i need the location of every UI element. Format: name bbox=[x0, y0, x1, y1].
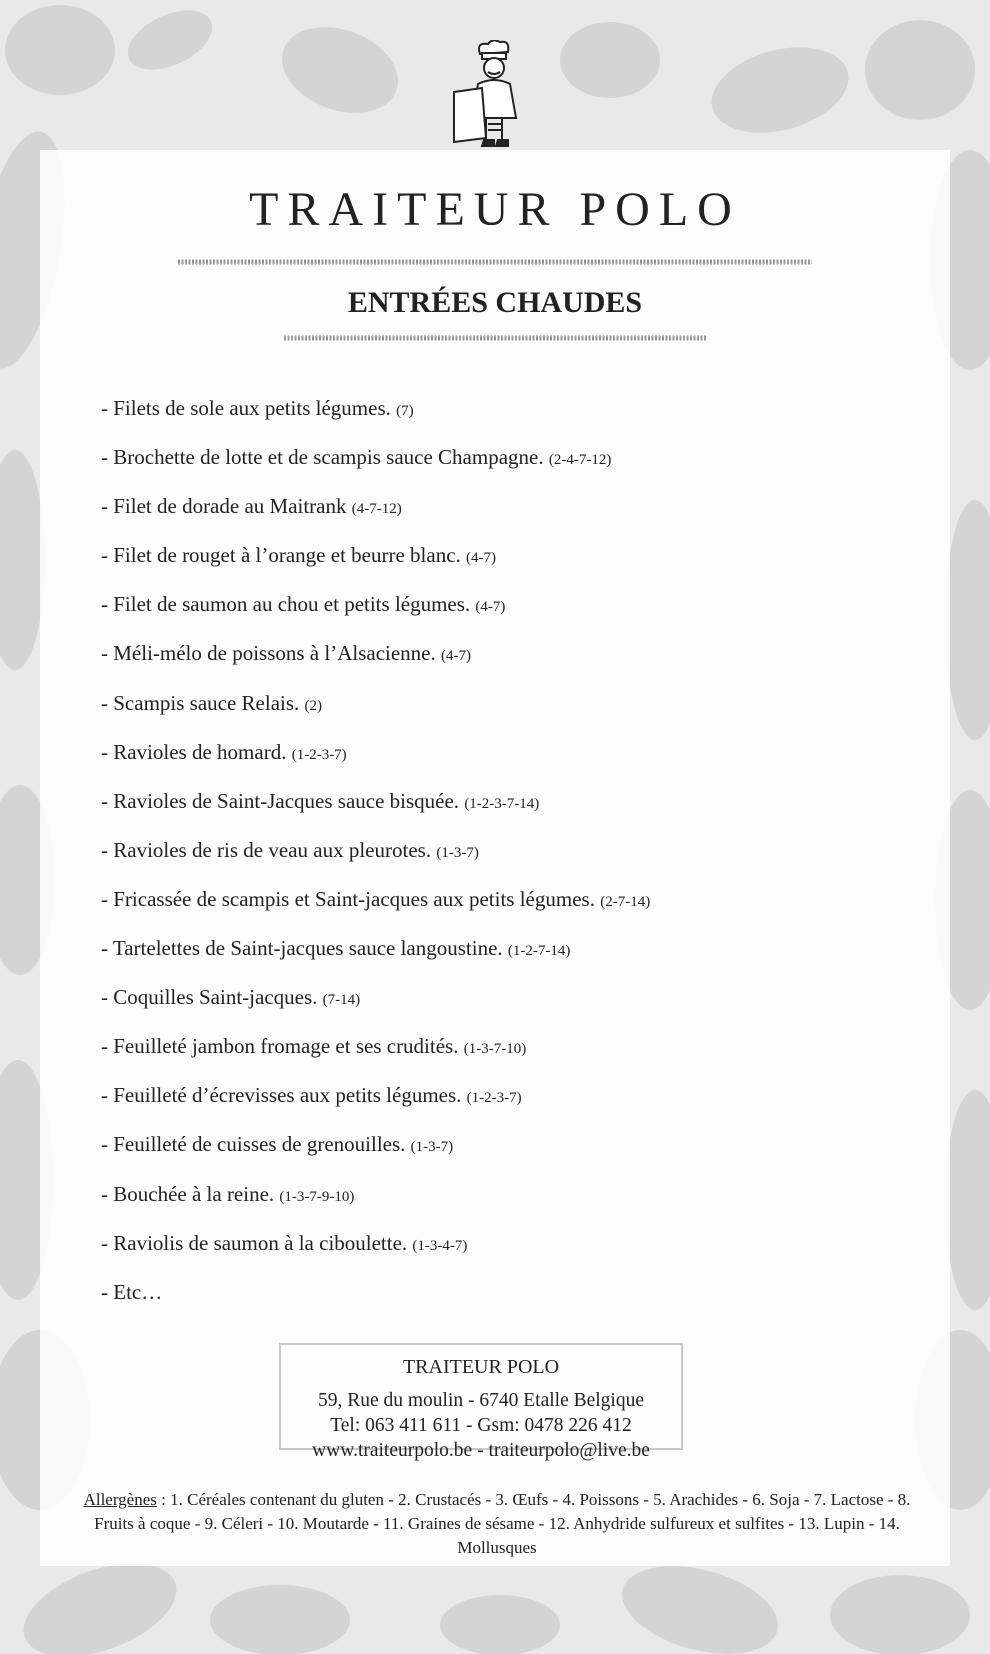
dish-name: - Feuilleté de cuisses de grenouilles. bbox=[101, 1132, 406, 1157]
menu-item bbox=[101, 790, 941, 839]
menu-item bbox=[101, 1183, 941, 1232]
dish-name: - Bouchée à la reine. bbox=[101, 1181, 275, 1206]
dish-name: - Coquilles Saint-jacques. bbox=[101, 985, 318, 1010]
dish-allergens: (1-3-7) bbox=[410, 1139, 454, 1156]
dish-name: - Feuilleté d’écrevisses aux petits légumes. bbox=[101, 1083, 462, 1108]
dish-name: - Tartelettes de Saint-jacques sauce langoustine. bbox=[101, 936, 503, 961]
dish-name: - Scampis sauce Relais. bbox=[101, 690, 300, 715]
menu-item bbox=[101, 397, 941, 446]
dish-name: - Filets de sole aux petits légumes. bbox=[101, 396, 391, 420]
menu-item bbox=[101, 1133, 941, 1182]
dish-allergens: (1-3-7) bbox=[436, 844, 479, 861]
contact-web: www.traiteurpolo.be - traiteurpolo@live.be bbox=[312, 1440, 650, 1461]
dish-allergens: (1-2-7-14) bbox=[507, 943, 571, 960]
section-title: ENTRÉES CHAUDES bbox=[347, 286, 643, 319]
dish-name: - Raviolis de saumon à la ciboulette. bbox=[101, 1230, 408, 1255]
dish-name: - Fricassée de scampis et Saint-jacques aux petits légumes. bbox=[101, 886, 595, 911]
menu-item bbox=[101, 937, 941, 986]
allergens-legend bbox=[72, 1488, 922, 1560]
dish-allergens: (4-7) bbox=[475, 599, 506, 616]
dish-allergens: (1-3-4-7) bbox=[412, 1237, 468, 1254]
contact-phone: Tel: 063 411 611 - Gsm: 0478 226 412 bbox=[330, 1415, 632, 1436]
dish-name: - Ravioles de homard. bbox=[101, 739, 287, 764]
dish-allergens: (7) bbox=[396, 403, 414, 419]
dish-allergens: (4-7-12) bbox=[351, 501, 402, 518]
dish-allergens: (1-2-3-7) bbox=[291, 746, 347, 763]
dish-allergens: (1-3-7-10) bbox=[463, 1041, 527, 1058]
contact-name: TRAITEUR POLO bbox=[402, 1356, 560, 1378]
allergens-text: : 1. Céréales contenant du gluten - 2. Crustacés - 3. Œufs - 4. Poissons - 5. Arachides - 6. Soja - 7. Lactose - 8. Fruits à coque - 9. Céleri - 10. Moutarde - 11. Graines de sésame - 12. Anhydride sulfureux et sulfites - 13. Lupin - 14. Mollusques bbox=[94, 1490, 911, 1557]
menu-item bbox=[101, 593, 941, 642]
dish-name: - Brochette de lotte et de scampis sauce Champagne. bbox=[101, 445, 544, 470]
contact-address: 59, Rue du moulin - 6740 Etalle Belgique bbox=[317, 1390, 645, 1411]
menu-item bbox=[101, 1232, 941, 1281]
title-divider bbox=[0, 258, 990, 266]
menu-item bbox=[101, 1084, 941, 1133]
menu-item bbox=[101, 642, 941, 691]
menu-item bbox=[101, 839, 941, 888]
menu-item bbox=[101, 741, 941, 790]
subtitle-divider bbox=[0, 334, 990, 342]
dish-name: - Méli-mélo de poissons à l’Alsacienne. bbox=[101, 641, 436, 666]
menu-item bbox=[101, 888, 941, 937]
menu-item bbox=[101, 495, 941, 544]
contact-box bbox=[279, 1343, 683, 1461]
menu-item bbox=[101, 1035, 941, 1084]
menu-item bbox=[101, 1281, 941, 1330]
menu-item bbox=[101, 446, 941, 495]
dish-name: - Ravioles de Saint-Jacques sauce bisquée. bbox=[101, 788, 460, 813]
dish-name: - Filet de rouget à l’orange et beurre blanc. bbox=[101, 543, 461, 568]
dish-name: - Filet de dorade au Maitrank bbox=[101, 494, 347, 519]
dish-allergens: (2-4-7-12) bbox=[548, 452, 612, 469]
dish-allergens: (2-7-14) bbox=[600, 893, 651, 910]
dish-allergens: (1-3-7-9-10) bbox=[279, 1188, 355, 1205]
dish-allergens: (4-7) bbox=[466, 550, 497, 567]
dish-name: - Etc… bbox=[101, 1279, 163, 1304]
dish-allergens: (4-7) bbox=[441, 648, 471, 665]
allergens-label: Allergènes bbox=[83, 1490, 157, 1509]
dish-name: - Filet de saumon au chou et petits légumes. bbox=[101, 592, 471, 617]
page-title: TRAITEUR POLO bbox=[249, 183, 741, 236]
dish-allergens: (1-2-3-7-14) bbox=[464, 795, 540, 812]
menu-item bbox=[101, 544, 941, 593]
dish-name: - Feuilleté jambon fromage et ses crudités. bbox=[101, 1034, 459, 1059]
menu-item bbox=[101, 986, 941, 1035]
chef-mascot-icon bbox=[448, 40, 538, 152]
dish-name: - Ravioles de ris de veau aux pleurotes. bbox=[101, 837, 432, 862]
menu-list bbox=[101, 397, 941, 1330]
dish-allergens: (7-14) bbox=[322, 992, 361, 1009]
dish-allergens: (1-2-3-7) bbox=[466, 1090, 522, 1107]
dish-allergens: (2) bbox=[304, 697, 323, 714]
menu-item bbox=[101, 692, 941, 741]
